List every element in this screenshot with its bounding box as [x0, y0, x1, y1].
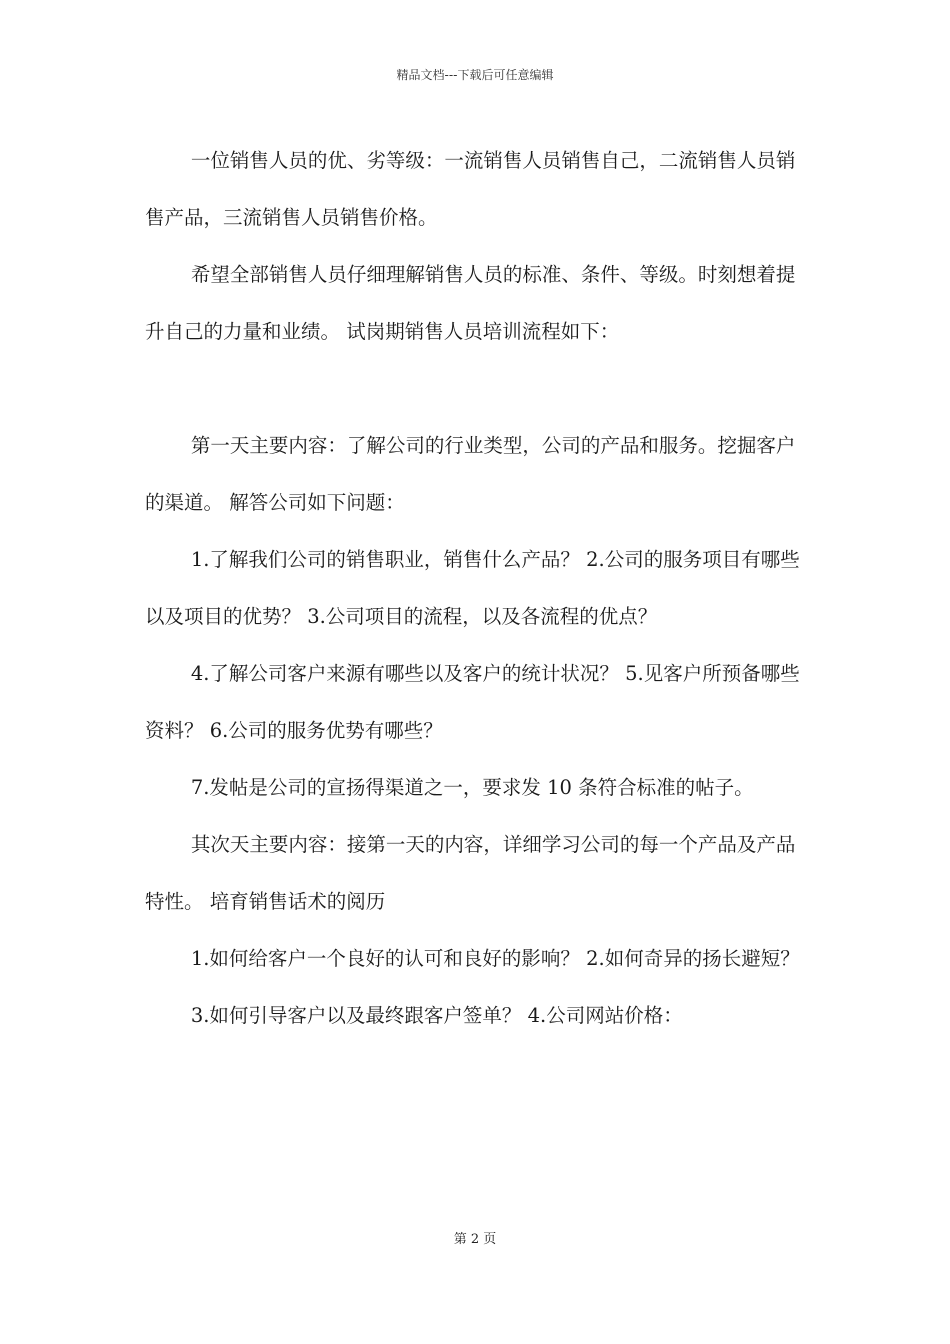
blank-line — [145, 360, 810, 417]
paragraph-day-two-questions-1-2: 1.如何给客户一个良好的认可和良好的影响？ 2.如何奇异的扬长避短？ — [190, 947, 800, 970]
paragraph-day-two-questions-3-4: 3.如何引导客户以及最终跟客户签单？ 4.公司网站价格： — [190, 1004, 683, 1027]
page-number: 第 2 页 — [453, 1232, 497, 1247]
paragraph-question-7: 7.发帖是公司的宣扬得渠道之一，要求发 10 条符合标准的帖子。 — [190, 776, 754, 799]
document-body — [145, 132, 810, 1044]
page-header: 精品文档---下载后可任意编辑 — [396, 68, 554, 82]
paragraph-day-one: 第一天主要内容：了解公司的行业类型，公司的产品和服务。挖掘客户的渠道。 解答公司如下问题： — [145, 434, 796, 514]
paragraph-questions-4-6: 4.了解公司客户来源有哪些以及客户的统计状况？ 5.见客户所预备哪些资料？ 6.公司的服务优势有哪些？ — [145, 662, 800, 742]
paragraph-questions-1-3: 1.了解我们公司的销售职业，销售什么产品？ 2.公司的服务项目有哪些以及项目的优势？ 3.公司项目的流程，以及各流程的优点？ — [145, 548, 800, 628]
paragraph-day-two: 其次天主要内容：接第一天的内容，详细学习公司的每一个产品及产品特性。 培育销售话术的阅历 — [145, 833, 796, 913]
paragraph-sales-levels: 一位销售人员的优、劣等级：一流销售人员销售自己，二流销售人员销售产品，三流销售人员销售价格。 — [145, 149, 796, 229]
paragraph-expectations: 希望全部销售人员仔细理解销售人员的标准、条件、等级。时刻想着提升自己的力量和业绩。 试岗期销售人员培训流程如下： — [145, 263, 796, 343]
